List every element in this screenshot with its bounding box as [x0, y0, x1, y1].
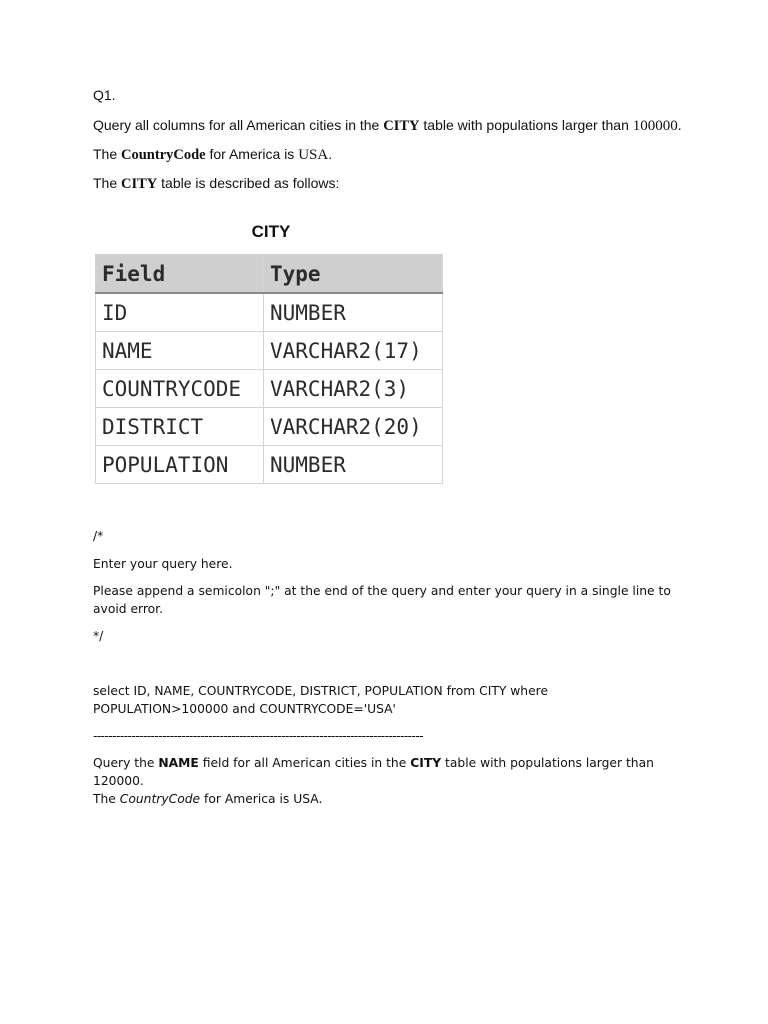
comment-close: */ — [93, 629, 104, 643]
cell-field: NAME — [96, 332, 264, 370]
table-header-row — [96, 255, 443, 294]
cell-type: VARCHAR2(17) — [264, 332, 443, 370]
table-name-2: CITY — [121, 176, 158, 192]
comment-line-2: Please append a semicolon ";" at the end of the query and enter your query in a single line to avoid error. — [93, 584, 671, 616]
countrycode-field: CountryCode — [119, 792, 201, 806]
question-line-3: The CITY table is described as follows: — [93, 175, 340, 192]
cell-type: VARCHAR2(20) — [264, 408, 443, 446]
table-title: CITY — [251, 222, 291, 241]
question-line-1: Query all columns for all American cities in the CITY table with populations larger than 100000. — [93, 117, 682, 134]
population-threshold: 100000 — [632, 118, 678, 134]
table-row — [96, 332, 443, 370]
city-table: CITY — [410, 756, 442, 770]
cell-field: POPULATION — [96, 446, 264, 484]
header-type: Type — [264, 255, 443, 294]
table-row — [96, 446, 443, 484]
separator-line: -------------------------------------------------------------------------------------- — [93, 729, 424, 743]
table-row — [96, 408, 443, 446]
table-name: CITY — [383, 118, 420, 134]
question-line-2: The CountryCode for America is USA. — [93, 146, 333, 163]
cell-field: ID — [96, 293, 264, 332]
name-field: NAME — [158, 756, 199, 770]
question-number: Q1. — [93, 87, 116, 103]
table-row — [96, 370, 443, 408]
question-2: Query the NAME field for all American cities in the CITY table with populations larger than 120000. The CountryCode for America is USA. — [93, 756, 654, 806]
cell-field: DISTRICT — [96, 408, 264, 446]
header-field: Field — [96, 255, 264, 294]
cell-type: VARCHAR2(3) — [264, 370, 443, 408]
table-row — [96, 293, 443, 332]
schema-table — [95, 254, 443, 484]
cell-type: NUMBER — [264, 446, 443, 484]
sql-answer: select ID, NAME, COUNTRYCODE, DISTRICT, POPULATION from CITY where POPULATION>100000 and COUNTRYCODE='USA' — [93, 684, 549, 716]
country-code-value: USA — [298, 147, 329, 163]
cell-field: COUNTRYCODE — [96, 370, 264, 408]
comment-line-1: Enter your query here. — [93, 557, 233, 571]
field-name: CountryCode — [121, 147, 206, 163]
cell-type: NUMBER — [264, 293, 443, 332]
comment-open: /* — [93, 529, 104, 543]
